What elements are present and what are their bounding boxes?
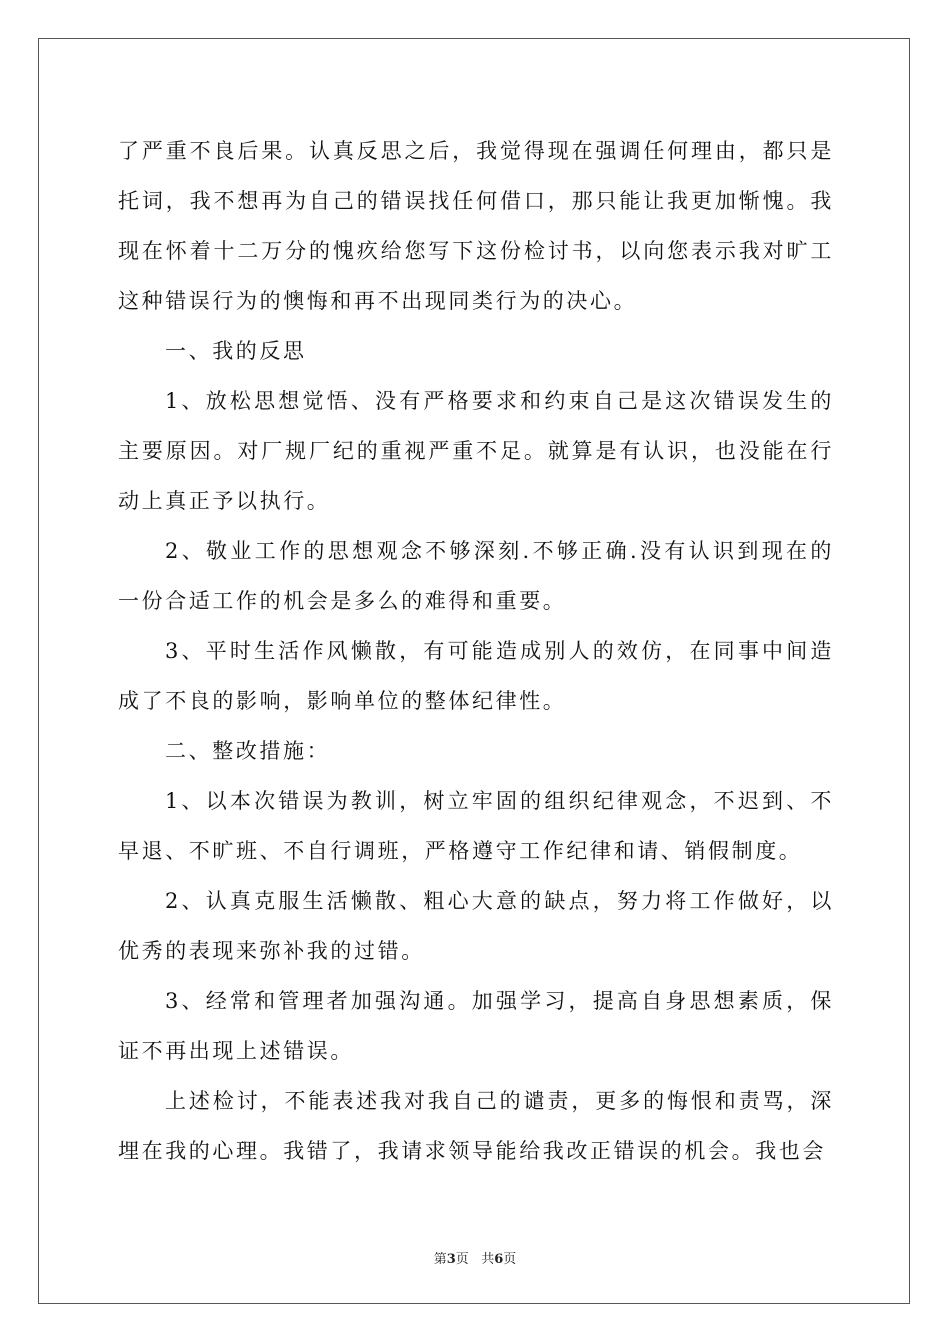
paragraph: 上述检讨，不能表述我对我自己的谴责，更多的悔恨和责骂，深埋在我的心理。我错了，我请求领导能给我改正错误的机会。我也会	[118, 1089, 834, 1163]
page-suffix: 页	[455, 1252, 469, 1267]
page-prefix: 第	[433, 1252, 447, 1267]
paragraph: 2、敬业工作的思想观念不够深刻.不够正确.没有认识到现在的一份合适工作的机会是多么的难得和重要。	[118, 539, 834, 613]
paragraph: 了严重不良后果。认真反思之后，我觉得现在强调任何理由，都只是托词，我不想再为自己的错误找任何借口，那只能让我更加惭愧。我现在怀着十二万分的愧疚给您写下这份检讨书，以向您表示我对旷工这种错误行为的懊悔和再不出现同类行为的决心。	[118, 139, 834, 313]
paragraph: 2、认真克服生活懒散、粗心大意的缺点，努力将工作做好，以优秀的表现来弥补我的过错。	[118, 889, 834, 963]
document-body	[118, 126, 834, 1176]
section-heading-reflection: 一、我的反思	[165, 339, 307, 363]
footer-separator	[469, 1252, 481, 1267]
paragraph: 3、经常和管理者加强沟通。加强学习，提高自身思想素质，保证不再出现上述错误。	[118, 989, 834, 1063]
total-suffix: 页	[503, 1252, 517, 1267]
total-pages-number: 6	[494, 1252, 504, 1267]
page-footer	[0, 1248, 950, 1267]
paragraph: 1、放松思想觉悟、没有严格要求和约束自己是这次错误发生的主要原因。对厂规厂纪的重视严重不足。就算是有认识，也没能在行动上真正予以执行。	[118, 389, 834, 513]
current-page-number: 3	[446, 1252, 456, 1267]
paragraph: 3、平时生活作风懒散，有可能造成别人的效仿，在同事中间造成了不良的影响，影响单位的整体纪律性。	[118, 639, 834, 713]
total-prefix: 共	[481, 1252, 495, 1267]
section-heading-measures: 二、整改措施：	[165, 739, 331, 763]
paragraph: 1、以本次错误为教训，树立牢固的组织纪律观念，不迟到、不早退、不旷班、不自行调班，严格遵守工作纪律和请、销假制度。	[118, 789, 834, 863]
